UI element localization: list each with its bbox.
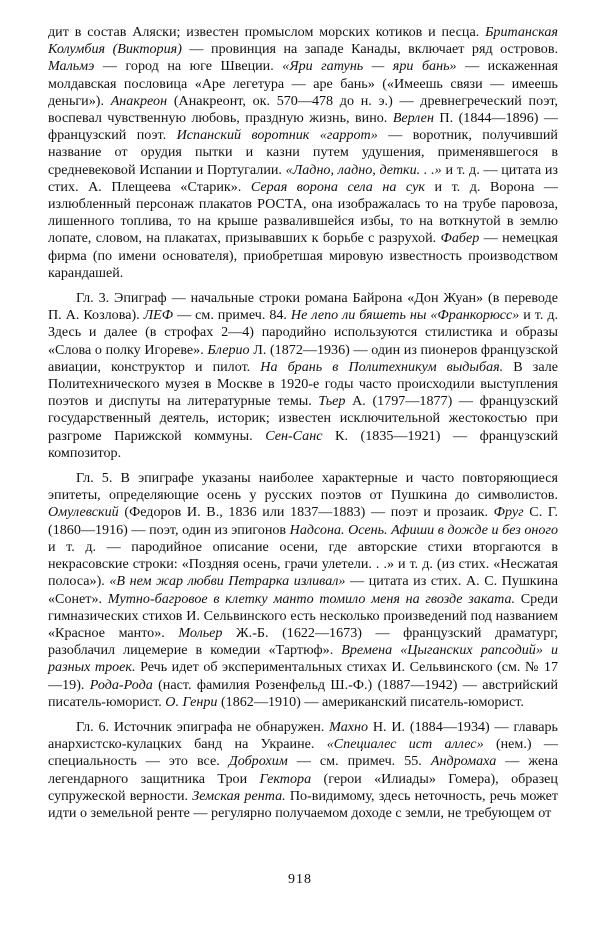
- italic-term: Времена «Цыганских рапсодий» и разных троек.: [48, 642, 558, 676]
- italic-term: «В нем жар любви Петрарка изливал»: [109, 573, 346, 590]
- italic-term: Мутно-багровое в клетку манто томило меня на гвозде заката.: [107, 590, 516, 607]
- italic-term: «Яри гатунь — яри бань»: [282, 58, 457, 75]
- italic-term: ЛЕФ: [143, 307, 174, 324]
- text-run: В зале Политехнического музея в Москве в 1920-е годы часто происходили выступления поэтов и диспуты на литературные темы.: [48, 358, 559, 410]
- italic-term: Блерио: [207, 341, 250, 358]
- text-run: (нем.) — специальность — это все.: [48, 736, 558, 770]
- italic-term: Земская рента.: [192, 787, 286, 804]
- text-run: — жена легендарного защитника Трои: [48, 753, 559, 787]
- text-run: (1862—1910) — американский писатель-юморист.: [217, 693, 524, 710]
- text-run: Гл. 6. Источник эпиграфа не обнаружен.: [76, 718, 330, 735]
- text-run: — см. примеч. 55.: [287, 753, 431, 770]
- italic-term: Доброхим: [228, 753, 288, 770]
- text-run: Ж.-Б. (1622—1673) — французский драматург, разоблачил лицемерие в комедии «Тартюф».: [48, 624, 559, 659]
- italic-term: Мольер: [178, 624, 223, 641]
- italic-term: Верлен: [392, 110, 434, 127]
- italic-term: Рода-Рода: [89, 676, 153, 693]
- italic-term: Тьер: [318, 393, 346, 410]
- page-number: 918: [288, 872, 312, 887]
- text-run: Л. (1872—1936) — один из пионеров французской авиации, конструктор и пилот.: [48, 341, 558, 375]
- text-run: С. Г. (1860—1916) — поэт, один из эпигонов: [48, 504, 558, 538]
- italic-term: Мальмэ: [48, 58, 95, 75]
- italic-term: О. Генри: [165, 693, 218, 710]
- italic-term: Фруг: [493, 504, 524, 521]
- italic-term: Фабер: [440, 230, 480, 247]
- italic-term: Сен-Санс: [265, 427, 323, 444]
- italic-term: «Ладно, ладно, детки. . .»: [285, 161, 442, 178]
- italic-term: Серая ворона села на сук: [250, 178, 425, 195]
- text-run: и т. д. — цитата из стих. А. Плещеева «Старик».: [48, 161, 558, 195]
- italic-term: Омулевский: [48, 504, 119, 521]
- text-run: Гл. 5. В эпиграфе указаны наиболее характерные и часто повторяющиеся эпитеты, определяющие осень у русских поэтов от Пушкина до символистов.: [48, 470, 558, 504]
- text-run: Гл. 3. Эпиграф — начальные строки романа Байрона «Дон Жуан» (в переводе П. А. Козлова).: [48, 290, 558, 324]
- text-run: Речь идет об экспериментальных стихах И. Сельвинского (см. № 17—19).: [48, 659, 558, 693]
- text-run: и т. д. — пародийное описание осени, где авторские стихи вторгаются в некрасовские строки: «Поздняя осень, грачи улетели. . .» и т. д. (из стих. «Несжатая полоса»).: [48, 538, 558, 590]
- text-run: К. (1835—1921) — французский композитор.: [48, 427, 558, 461]
- text-run: (Анакреонт, ок. 570—478 до н. э.) — древнегреческий поэт, воспевал чувственную любовь, праздную жизнь, вино.: [48, 92, 558, 127]
- italic-term: Махно: [329, 718, 369, 735]
- text-run: П. (1844—1896) — французский поэт.: [48, 110, 558, 144]
- text-run: — цитата из стих. А. С. Пушкина «Сонет».: [48, 573, 558, 607]
- italic-term: На брань в Политехникум выдыбая.: [260, 358, 504, 375]
- text-run: — провинция на западе Канады, включает ряд островов.: [181, 41, 558, 58]
- text-run: — воротник, получивший название от орудия пытки и казни путем удушения, применявшегося в средневековой Испании и Португалии.: [48, 127, 558, 178]
- text-run: — искаженная молдавская пословица «Аре легетура — аре бань» («Имеешь связи — имеешь деньги»).: [48, 58, 558, 109]
- italic-term: Британская Колумбия (Виктория): [48, 24, 558, 58]
- italic-term: Андромаха: [430, 753, 497, 770]
- text-run: и т. д. Ворона — излюбленный персонаж плакатов РОСТА, она изображалась то на трубе паровоза, лишенного топлива, то на крыше развалившейся избы, то на воткнутой в землю лопате, словом, на плакатах, призывавших к борьбе с разрухой.: [48, 178, 558, 247]
- italic-term: Надсона. Осень. Афиши в дожде и без оного: [289, 521, 559, 538]
- text-run: (герои «Илиады» Гомера), образец супружеской верности.: [48, 770, 558, 804]
- italic-term: Не лепо ли бяшеть ны «Франкорюсс»: [290, 307, 520, 324]
- paragraph-chapter-6: [48, 719, 558, 822]
- text-run: Н. И. (1884—1934) — главарь анархистско-кулацких банд на Украине.: [48, 718, 558, 753]
- italic-term: Анакреон: [110, 92, 168, 109]
- paragraph-chapter-3: [48, 290, 558, 462]
- italic-term: Гектора: [259, 770, 312, 787]
- text-run: — см. примеч. 84.: [173, 307, 291, 324]
- italic-term: Испанский воротник «гаррот»: [176, 127, 378, 144]
- text-run: По-видимому, здесь неточность, речь может идти о земельной ренте — регулярно получаемом доходе с земли, не требующем от: [48, 787, 559, 821]
- text-run: — город на юге Швеции.: [94, 58, 283, 75]
- text-run: дит в состав Аляски; известен промыслом морских котиков и песца.: [48, 24, 486, 40]
- text-run: — немецкая фирма (по имени основателя), приобретшая мировую известность производством карандашей.: [48, 230, 558, 281]
- text-run: (наст. фамилия Розенфельд Ш.-Ф.) (1887—1942) — австрийский писатель-юморист.: [48, 676, 558, 710]
- text-run: и т. д. Здесь и далее (в строфах 2—4) пародийно используются стилистика и образы «Слова о полку Игореве».: [48, 307, 559, 358]
- paragraph-alaska-notes: [48, 24, 558, 282]
- italic-term: «Специалес ист аллес»: [326, 736, 484, 753]
- text-run: Среди гимназических стихов И. Сельвинского есть несколько произведений под названием «Красное манто».: [48, 590, 558, 641]
- commentary-text: [48, 24, 558, 830]
- text-run: (Федоров И. В., 1836 или 1837—1883) — поэт и прозаик.: [118, 504, 494, 521]
- text-run: А. (1797—1877) — французский государственный деятель, историк; известен исключительной жестокостью при разгроме Парижской коммуны.: [48, 393, 558, 444]
- paragraph-chapter-5: [48, 470, 558, 711]
